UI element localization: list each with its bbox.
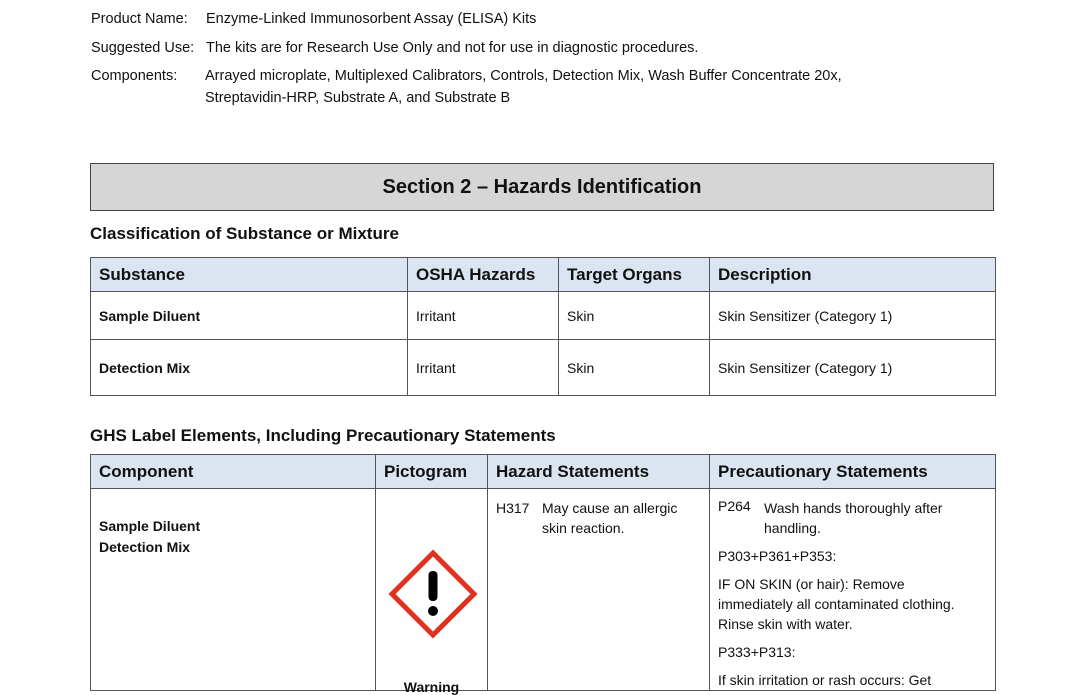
hazard-text-line1: May cause an allergic (542, 500, 678, 516)
ghs-table (90, 454, 996, 695)
table-row (91, 340, 996, 396)
hazard-text-line2: skin reaction. (542, 520, 625, 536)
cell-osha: Irritant (408, 292, 559, 340)
p303-line3: Rinse skin with water. (718, 616, 853, 632)
classification-table (90, 257, 996, 396)
col-header-substance: Substance (91, 258, 408, 292)
cell-pictogram (376, 489, 488, 695)
ghs-heading: GHS Label Elements, Including Precautionary Statements (90, 426, 556, 445)
product-name-label: Product Name: (91, 11, 188, 27)
p333-code: P333+P313: (718, 644, 796, 660)
cell-organs: Skin (559, 292, 710, 340)
col-header-target-organs: Target Organs (559, 258, 710, 292)
ghs-header-row (91, 455, 996, 489)
section-2-header (90, 163, 994, 211)
exclamation-mark-pictogram-icon (388, 549, 478, 639)
p264-code: P264 (718, 498, 751, 514)
col-header-osha-hazards: OSHA Hazards (408, 258, 559, 292)
cell-substance: Sample Diluent (91, 292, 408, 340)
components-label: Components: (91, 68, 178, 84)
suggested-use-value: The kits are for Research Use Only and not for use in diagnostic procedures. (206, 40, 699, 56)
classification-header-row (91, 258, 996, 292)
col-header-description: Description (710, 258, 996, 292)
cell-component (91, 489, 376, 691)
cell-hazard-statements (488, 489, 710, 691)
col-header-pictogram: Pictogram (376, 455, 488, 489)
p264-line1: Wash hands thoroughly after (764, 500, 943, 516)
cell-osha: Irritant (408, 340, 559, 396)
table-row (91, 489, 996, 691)
p303-line2: immediately all contaminated clothing. (718, 596, 955, 612)
signal-word: Warning (403, 679, 460, 695)
col-header-component: Component (91, 455, 376, 489)
classification-heading: Classification of Substance or Mixture (90, 224, 399, 243)
component-sample-diluent: Sample Diluent (99, 518, 201, 534)
p264-line2: handling. (764, 520, 821, 536)
col-header-hazard-statements: Hazard Statements (488, 455, 710, 489)
hazard-code: H317 (496, 500, 530, 516)
p303-code: P303+P361+P353: (718, 548, 837, 564)
p303-line1: IF ON SKIN (or hair): Remove (718, 576, 905, 592)
components-value-line1: Arrayed microplate, Multiplexed Calibrators, Controls, Detection Mix, Wash Buffer Concentrate 20x, (205, 68, 842, 84)
section-2-title: Section 2 – Hazards Identification (382, 175, 702, 198)
component-detection-mix: Detection Mix (99, 539, 191, 555)
cell-organs: Skin (559, 340, 710, 396)
col-header-precautionary-statements: Precautionary Statements (710, 455, 996, 489)
p333-partial: If skin irritation or rash occurs: Get (718, 672, 932, 688)
table-row (91, 292, 996, 340)
cell-description: Skin Sensitizer (Category 1) (710, 292, 996, 340)
suggested-use-label: Suggested Use: (91, 40, 195, 56)
cell-substance: Detection Mix (91, 340, 408, 396)
product-name-value: Enzyme-Linked Immunosorbent Assay (ELISA) Kits (206, 11, 537, 27)
cell-precautionary-statements (710, 489, 996, 691)
components-value-line2: Streptavidin-HRP, Substrate A, and Substrate B (205, 90, 511, 106)
cell-description: Skin Sensitizer (Category 1) (710, 340, 996, 396)
